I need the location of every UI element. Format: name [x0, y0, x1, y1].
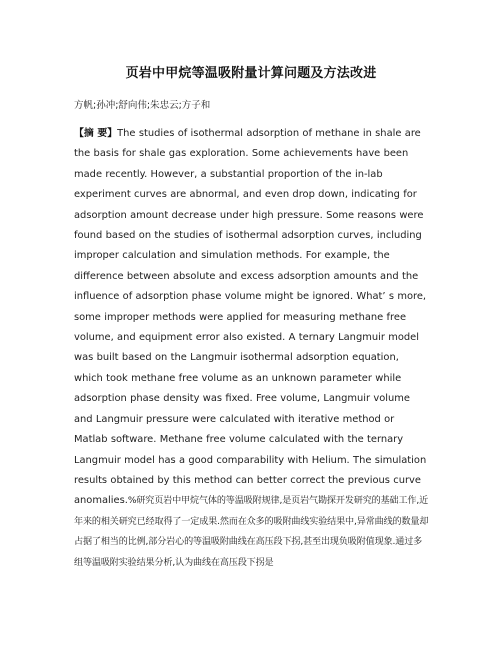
author-list: 方帆;孙冲;舒向伟;朱忠云;方子和: [74, 100, 211, 111]
abstract-label: 【摘 要】: [74, 128, 118, 139]
abstract-text-chinese: %研究页岩中甲烷气体的等温吸附规律,是页岩气勘探开发研究的基础工作,近年来的相关研究已经取得了一定成果.然而在众多的吸附曲线实验结果中,异常曲线的数量却占据了相当的比例,部分岩心的等温吸附曲线在高压段下拐,甚至出现负吸附值现象.通过多组等温吸附实验结果分析,认为曲线在高压段下拐是: [74, 496, 429, 568]
paper-title: 页岩中甲烷等温吸附量计算问题及方法改进: [125, 66, 377, 81]
abstract-text-english: The studies of isothermal adsorption of methane in shale are the basis for shale gas exploration. Some achievements have been made recently. However, a substantial proportion of the in-lab experiment curves are abnormal, and even drop down, indicating for adsorption amount decrease under high pressure. Some reasons were found based on the studies of isothermal adsorption curves, including improper calculation and simulation methods. For example, the difference between absolute and excess adsorption amounts and the influence of adsorption phase volume might be ignored. What’ s more, some improper methods were applied for measuring methane free volume, and equipment error also existed. A ternary Langmuir model was built based on the Langmuir isothermal adsorption equation, which took methane free volume as an unknown parameter while adsorption phase density was fixed. Free volume, Langmuir volume and Langmuir pressure were calculated with iterative method or Matlab software. Methane free volume calculated with the ternary Langmuir model has a good comparability with Helium. The simulation results obtained by this method can better correct the previous curve anomalies.: [74, 128, 427, 507]
abstract-block: [74, 124, 430, 573]
